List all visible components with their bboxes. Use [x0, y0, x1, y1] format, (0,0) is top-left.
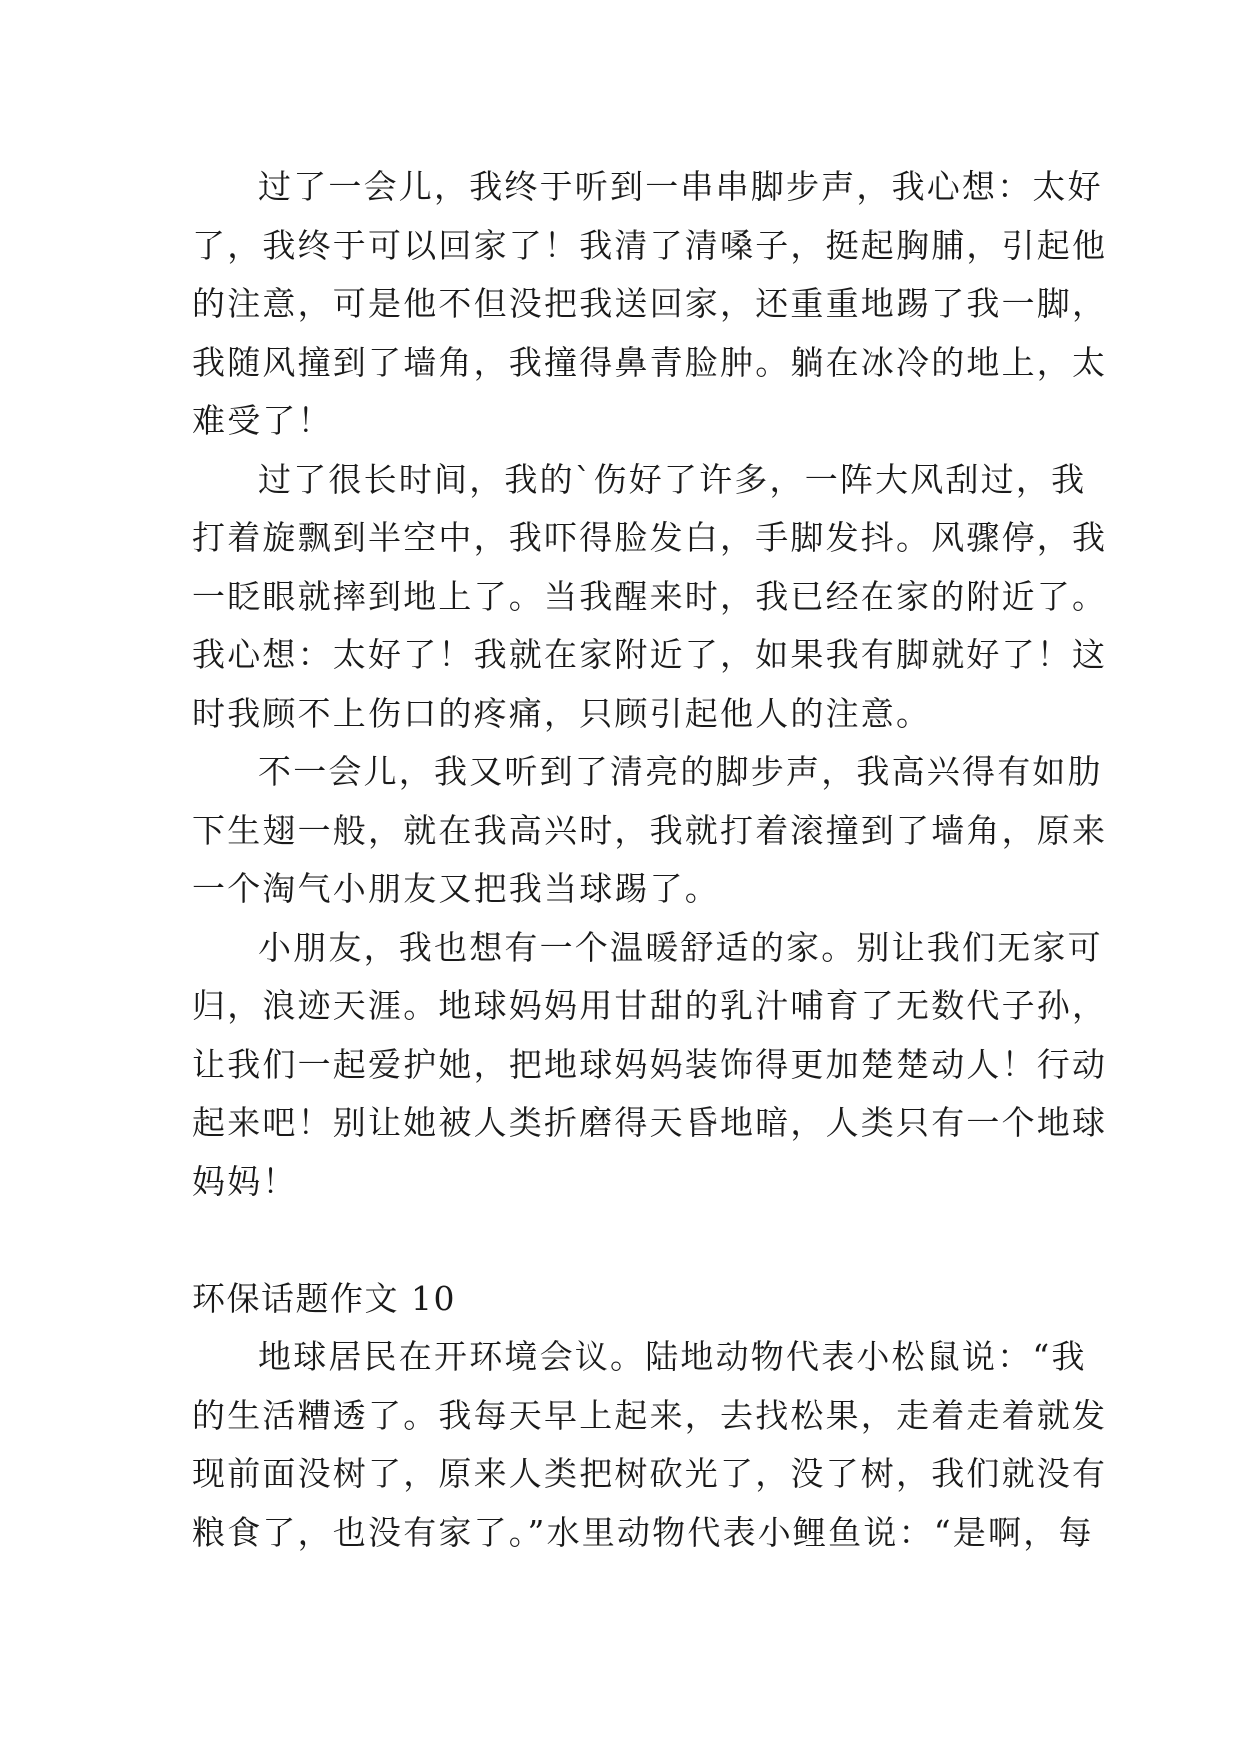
paragraph-line: 粮食了，也没有家了。”水里动物代表小鲤鱼说：“是啊，每 — [192, 1512, 1094, 1552]
paragraph-line: 现前面没树了，原来人类把树砍光了，没了树，我们就没有 — [192, 1454, 1108, 1493]
paragraph — [192, 1328, 1108, 1562]
paragraph-line: 一个淘气小朋友又把我当球踢了。 — [192, 869, 720, 908]
paragraph-line: 过了很长时间，我的`伤好了许多，一阵大风刮过，我 — [258, 459, 1087, 499]
paragraph-line: 过了一会儿，我终于听到一串串脚步声，我心想：太好 — [258, 167, 1103, 206]
paragraph-line: 归，浪迹天涯。地球妈妈用甘甜的乳汁哺育了无数代子孙， — [192, 986, 1108, 1025]
paragraph-line: 打着旋飘到半空中，我吓得脸发白，手脚发抖。风骤停，我 — [192, 518, 1108, 557]
paragraph-line: 小朋友，我也想有一个温暖舒适的家。别让我们无家可 — [258, 927, 1103, 967]
paragraph-line: 起来吧！别让她被人类折磨得天昏地暗，人类只有一个地球 — [192, 1103, 1108, 1142]
section-heading: 环保话题作文 10 — [192, 1278, 456, 1318]
paragraph-line: 地球居民在开环境会议。陆地动物代表小松鼠说：“我 — [258, 1337, 1087, 1376]
paragraph-line: 妈妈！ — [192, 1161, 298, 1201]
paragraph-line: 难受了！ — [192, 401, 333, 440]
paragraph-line: 一眨眼就摔到地上了。当我醒来时，我已经在家的附近了。 — [192, 576, 1108, 616]
paragraph-line: 的注意，可是他不但没把我送回家，还重重地踢了我一脚， — [192, 284, 1108, 323]
paragraph — [192, 743, 1108, 919]
document-body — [192, 158, 1108, 1562]
paragraph-line: 不一会儿，我又听到了清亮的脚步声，我高兴得有如肋 — [258, 752, 1103, 791]
paragraph — [192, 919, 1108, 1212]
paragraph-line: 我随风撞到了墙角，我撞得鼻青脸肿。躺在冰冷的地上，太 — [192, 342, 1108, 382]
paragraph-line: 让我们一起爱护她，把地球妈妈装饰得更加楚楚动人！行动 — [192, 1044, 1108, 1084]
paragraph-line: 我心想：太好了！我就在家附近了，如果我有脚就好了！这 — [192, 635, 1108, 674]
paragraph — [192, 451, 1108, 744]
paragraph — [192, 158, 1108, 451]
section-spacer — [192, 1211, 1064, 1270]
paragraph-line: 时我顾不上伤口的疼痛，只顾引起他人的注意。 — [192, 693, 932, 733]
paragraph-line: 的生活糟透了。我每天早上起来，去找松果，走着走着就发 — [192, 1395, 1108, 1435]
paragraph-line: 了，我终于可以回家了！我清了清嗓子，挺起胸脯，引起他 — [192, 225, 1108, 265]
paragraph-line: 下生翅一般，就在我高兴时，我就打着滚撞到了墙角，原来 — [192, 810, 1108, 850]
